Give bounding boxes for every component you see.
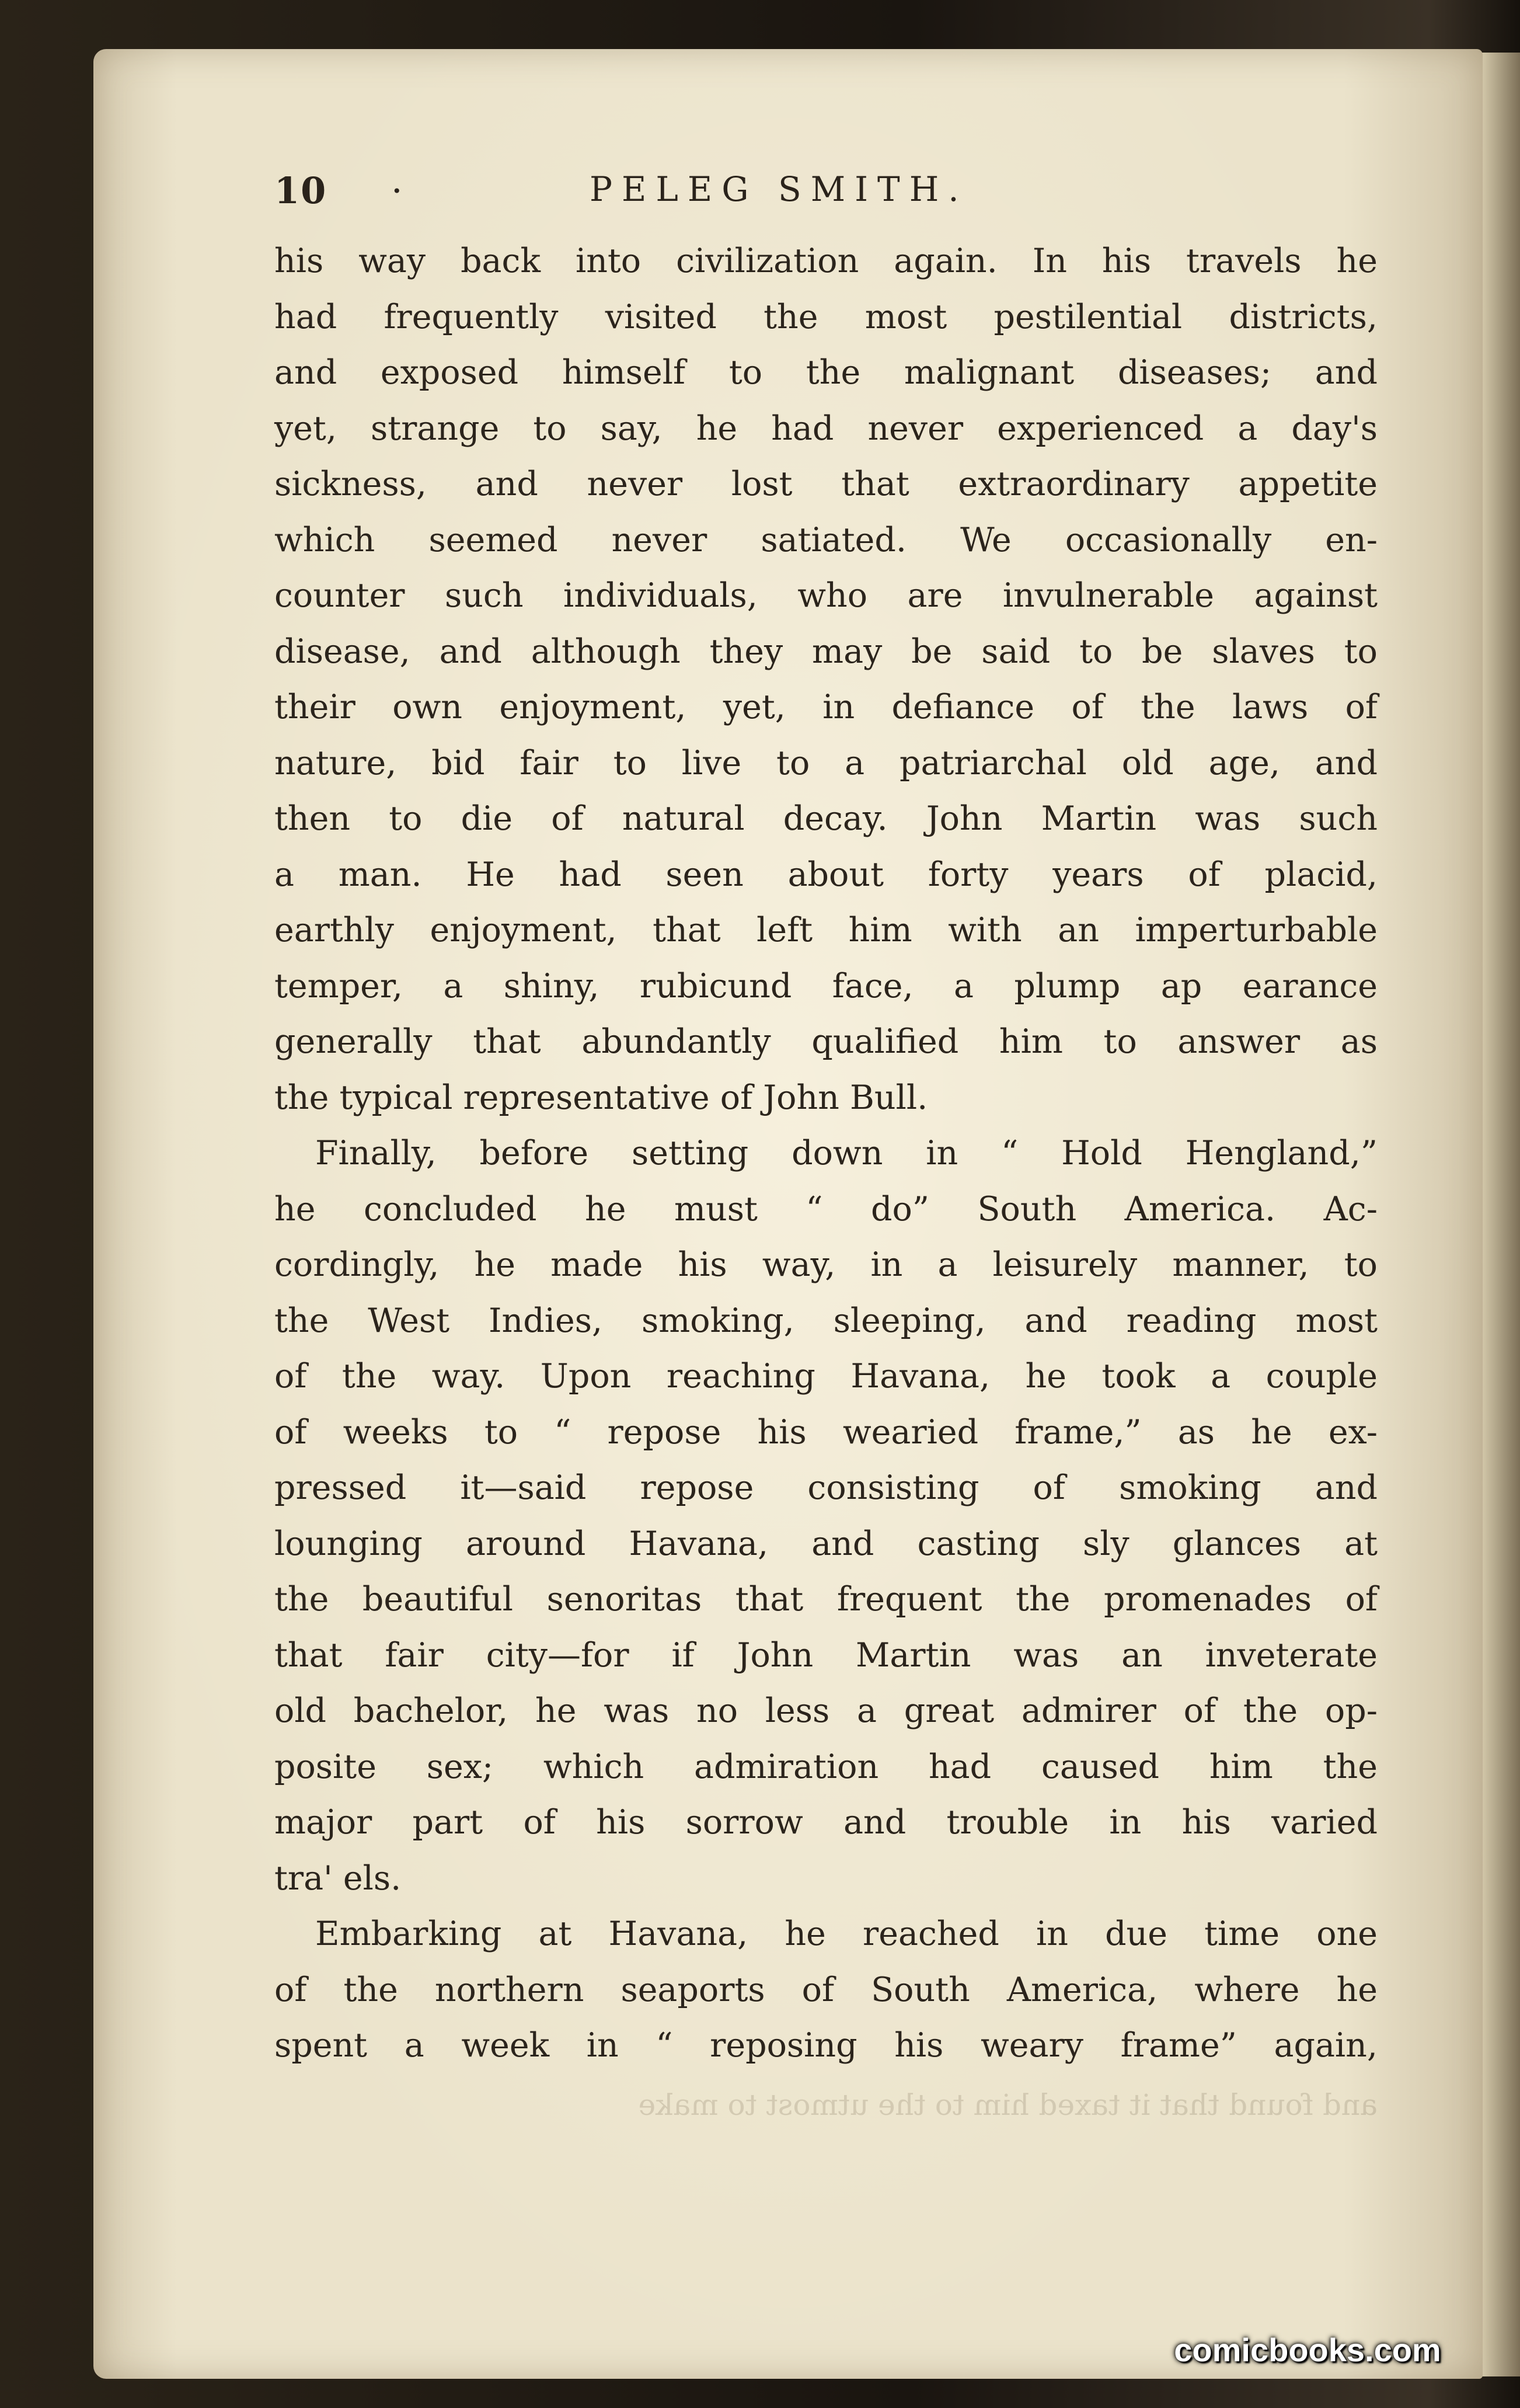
text-line: then to die of natural decay. John Martin was such	[274, 799, 1378, 838]
text-line: and exposed himself to the malignant diseases; and	[274, 353, 1378, 392]
text-line: generally that abundantly qualified him to answer as	[274, 1022, 1378, 1061]
paragraph-start-line: Embarking at Havana, he reached in due time one	[315, 1915, 1378, 1953]
text-line: a man. He had seen about forty years of placid,	[274, 855, 1378, 894]
text-line: the typical representative of John Bull.	[274, 1078, 928, 1117]
text-line: that fair city—for if John Martin was an inveterate	[274, 1636, 1378, 1675]
text-line: counter such individuals, who are invulnerable against	[274, 576, 1378, 615]
bleed-through-text: and found that it taxed him to the utmost to make	[638, 2088, 1378, 2122]
text-line: lounging around Havana, and casting sly glances at	[274, 1524, 1378, 1563]
text-line: he concluded he must “ do” South America. Ac-	[274, 1189, 1378, 1229]
text-line: the beautiful senoritas that frequent the promenades of	[274, 1580, 1378, 1619]
text-line: yet, strange to say, he had never experienced a day's	[274, 409, 1378, 448]
page-number: 10	[274, 169, 327, 212]
text-line: pressed it—said repose consisting of smoking and	[274, 1469, 1378, 1507]
body-text	[274, 234, 1378, 2074]
text-line: old bachelor, he was no less a great admirer of the op-	[274, 1692, 1378, 1730]
text-line: the West Indies, smoking, sleeping, and reading most	[274, 1301, 1378, 1340]
text-line: of the northern seaports of South America, where he	[274, 1970, 1378, 2009]
text-line: posite sex; which admiration had caused him the	[274, 1747, 1378, 1786]
text-line: cordingly, he made his way, in a leisurely manner, to	[274, 1245, 1378, 1284]
page-header	[274, 169, 1383, 216]
text-line: tra' els.	[274, 1859, 402, 1898]
text-line: disease, and although they may be said to be slaves to	[274, 632, 1378, 671]
header-separator: ·	[391, 169, 403, 212]
text-line: their own enjoyment, yet, in defiance of the laws of	[274, 688, 1378, 726]
text-line: major part of his sorrow and trouble in his varied	[274, 1803, 1378, 1842]
paragraph-start-line: Finally, before setting down in “ Hold Hengland,”	[315, 1134, 1378, 1172]
text-line: spent a week in “ reposing his weary frame” again,	[274, 2026, 1378, 2065]
text-line: his way back into civilization again. In his travels he	[274, 242, 1378, 280]
text-line: which seemed never satiated. We occasionally en-	[274, 520, 1378, 559]
text-line: sickness, and never lost that extraordinary appetite	[274, 465, 1378, 503]
text-line: temper, a shiny, rubicund face, a plump ap earance	[274, 966, 1378, 1005]
text-line: of the way. Upon reaching Havana, he took a couple	[274, 1357, 1378, 1396]
text-line: earthly enjoyment, that left him with an imperturbable	[274, 911, 1378, 949]
text-line: nature, bid fair to live to a patriarchal old age, and	[274, 743, 1378, 782]
running-head: PELEG SMITH.	[590, 169, 968, 209]
watermark: comicbooks.com	[1174, 2332, 1441, 2368]
text-line: of weeks to “ repose his wearied frame,” as he ex-	[274, 1412, 1378, 1452]
text-line: had frequently visited the most pestilential districts,	[274, 297, 1378, 336]
